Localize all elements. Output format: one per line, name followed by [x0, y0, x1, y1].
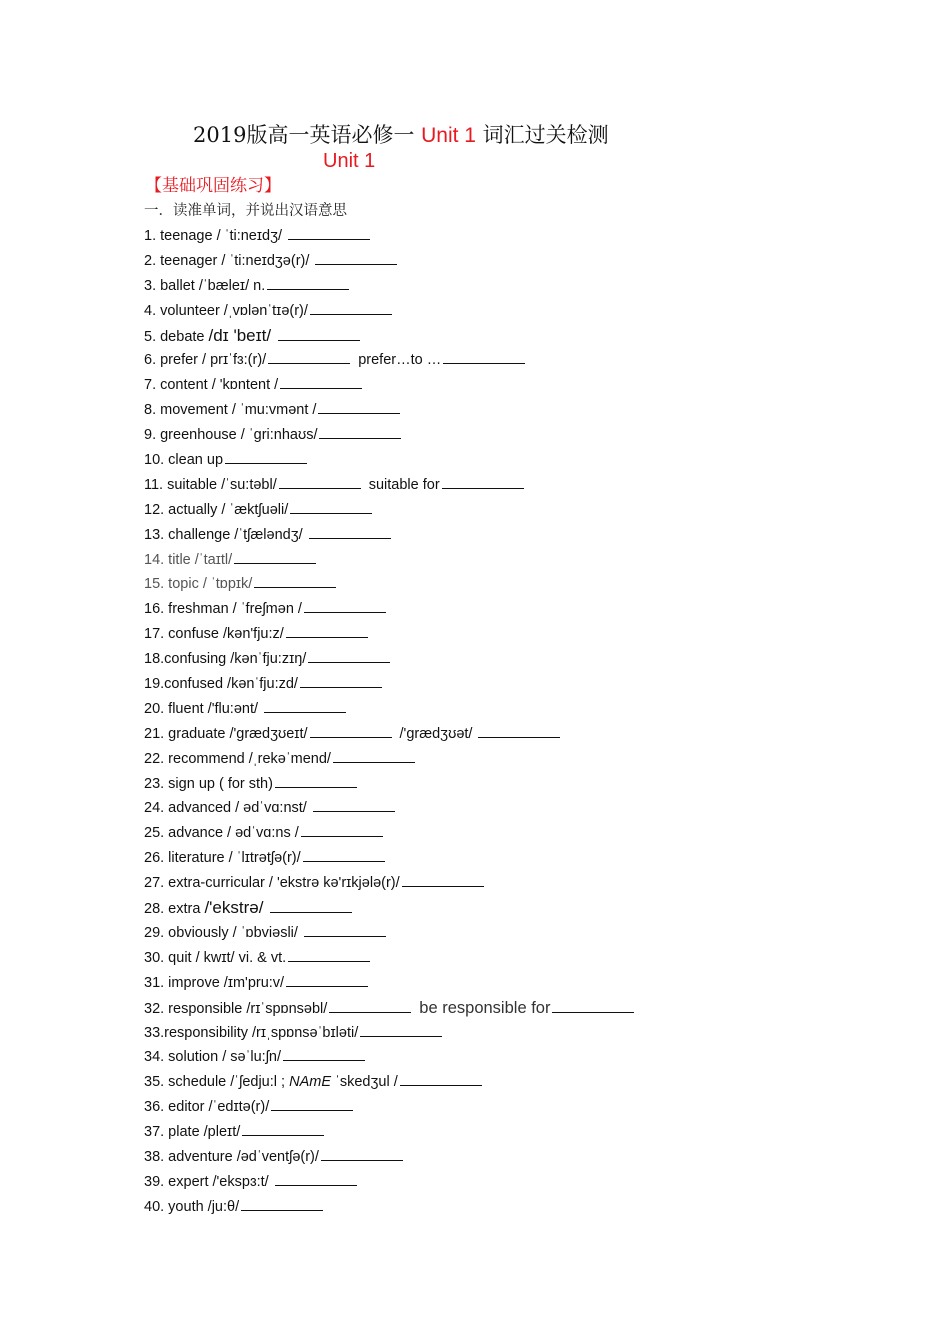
vocab-word: 14. title /ˈtaɪtl/ — [144, 551, 233, 568]
answer-blank[interactable] — [442, 476, 524, 489]
vocab-word: 2. teenager / ˈti:neɪdʒə(r)/ — [144, 252, 314, 269]
vocab-word: 15. topic / ˈtɒpɪk/ — [144, 576, 253, 593]
phonetic-large: /dɪ 'beɪt/ — [208, 325, 276, 345]
answer-blank[interactable] — [225, 451, 307, 464]
vocab-word: 37. plate /pleɪt/ — [144, 1124, 241, 1141]
answer-blank[interactable] — [308, 650, 390, 663]
vocab-word: 28. extra — [144, 901, 205, 918]
vocab-word: 35. schedule /ˈʃedju:l ; — [144, 1074, 290, 1091]
vocab-item — [144, 1195, 634, 1220]
vocab-word: 10. clean up — [144, 452, 224, 469]
answer-blank[interactable] — [402, 874, 484, 887]
vocab-item — [144, 373, 634, 398]
vocab-word: 32. responsible /rɪˈspɒnsəbl/ — [144, 1000, 328, 1017]
answer-blank[interactable] — [329, 1000, 411, 1013]
phonetic-label: NAmE — [289, 1074, 331, 1091]
answer-blank[interactable] — [280, 376, 362, 389]
answer-blank[interactable] — [319, 426, 401, 439]
answer-blank[interactable] — [552, 1000, 634, 1013]
vocab-phrase: prefer…to … — [358, 352, 442, 369]
vocab-item — [144, 1021, 634, 1046]
vocab-item — [144, 921, 634, 946]
answer-blank[interactable] — [310, 725, 392, 738]
vocab-item — [144, 946, 634, 971]
vocab-item — [144, 1145, 634, 1170]
vocab-phrase: /'grædʒʊət/ — [399, 725, 477, 742]
vocab-item — [144, 846, 634, 871]
vocab-item — [144, 896, 634, 921]
answer-blank[interactable] — [290, 501, 372, 514]
vocab-item — [144, 796, 634, 821]
vocab-word: 18.confusing /kənˈfju:zɪŋ/ — [144, 651, 307, 668]
answer-blank[interactable] — [304, 924, 386, 937]
vocab-item — [144, 572, 634, 597]
answer-blank[interactable] — [313, 799, 395, 812]
answer-blank[interactable] — [275, 775, 357, 788]
vocab-item — [144, 971, 634, 996]
vocab-word: 17. confuse /kən'fju:z/ — [144, 626, 284, 643]
vocab-item — [144, 448, 634, 473]
vocab-item — [144, 398, 634, 423]
vocab-item — [144, 249, 634, 274]
vocab-word: 1. teenage / ˈti:neɪdʒ/ — [144, 228, 287, 244]
vocab-item — [144, 299, 634, 324]
vocab-item — [144, 1045, 634, 1070]
answer-blank[interactable] — [310, 302, 392, 315]
vocab-word: 36. editor /ˈedɪtə(r)/ — [144, 1099, 270, 1116]
vocab-item — [144, 1095, 634, 1120]
vocab-word: 26. literature / ˈlɪtrətʃə(r)/ — [144, 850, 301, 867]
answer-blank[interactable] — [242, 1123, 324, 1136]
vocab-item — [144, 697, 634, 722]
answer-blank[interactable] — [333, 750, 415, 763]
vocab-item — [144, 622, 634, 647]
vocab-item — [144, 423, 634, 448]
vocab-word: 5. debate — [144, 328, 209, 345]
title-unit: Unit 1 — [421, 124, 476, 147]
vocab-word: 4. volunteer /ˌvɒlənˈtɪə(r)/ — [144, 302, 308, 319]
answer-blank[interactable] — [309, 526, 391, 539]
vocab-word: 9. greenhouse / ˈgri:nhaʊs/ — [144, 427, 318, 444]
vocab-word: 33.responsibility /rɪˌspɒnsəˈbɪləti/ — [144, 1024, 359, 1041]
answer-blank[interactable] — [303, 849, 385, 862]
vocab-word: 8. movement / ˈmu:vmənt / — [144, 402, 317, 419]
answer-blank[interactable] — [254, 575, 336, 588]
answer-blank[interactable] — [400, 1073, 482, 1086]
vocab-item — [144, 274, 634, 299]
vocab-word: 30. quit / kwɪt/ vi. & vt. — [144, 949, 287, 966]
vocab-word: 13. challenge /ˈtʃæləndʒ/ — [144, 526, 307, 543]
vocab-item — [144, 821, 634, 846]
vocab-item — [144, 1120, 634, 1145]
answer-blank[interactable] — [268, 351, 350, 364]
answer-blank[interactable] — [278, 328, 360, 341]
vocab-word: 12. actually / ˈæktʃuəli/ — [144, 501, 289, 518]
vocab-item — [144, 348, 634, 373]
answer-blank[interactable] — [321, 1148, 403, 1161]
vocab-word: 3. ballet /ˈbæleɪ/ n. — [144, 277, 266, 294]
answer-blank[interactable] — [301, 824, 383, 837]
vocab-word: 22. recommend /ˌrekəˈmend/ — [144, 750, 331, 767]
vocab-item — [144, 647, 634, 672]
page-subtitle: Unit 1 — [323, 150, 376, 172]
vocab-word: 39. expert /'ekspɜ:t/ — [144, 1173, 273, 1190]
answer-blank[interactable] — [275, 1173, 357, 1186]
answer-blank[interactable] — [270, 900, 352, 913]
vocab-word: 19.confused /kənˈfju:zd/ — [144, 676, 298, 693]
vocab-item — [144, 224, 634, 249]
answer-blank[interactable] — [234, 551, 316, 564]
vocab-word: 40. youth /ju:θ/ — [144, 1198, 240, 1215]
vocab-word: 34. solution / səˈlu:ʃn/ — [144, 1049, 282, 1066]
answer-blank[interactable] — [478, 725, 560, 738]
vocab-item — [144, 772, 634, 797]
vocab-item — [144, 747, 634, 772]
phonetic-alt: ˈskedʒul / — [331, 1074, 398, 1091]
page-title — [193, 121, 609, 150]
answer-blank[interactable] — [286, 625, 368, 638]
vocab-word: 16. freshman / ˈfreʃmən / — [144, 601, 302, 618]
vocab-word: 7. content / 'kɒntent / — [144, 377, 279, 394]
vocab-item — [144, 672, 634, 697]
answer-blank[interactable] — [360, 1024, 442, 1037]
vocab-phrase: be responsible for — [419, 998, 551, 1017]
vocab-word: 29. obviously / ˈɒbviəsli/ — [144, 924, 302, 941]
answer-blank[interactable] — [304, 600, 386, 613]
vocab-word: 20. fluent /'flu:ənt/ — [144, 700, 263, 717]
answer-blank[interactable] — [286, 974, 368, 987]
answer-blank[interactable] — [288, 949, 370, 962]
vocab-list — [144, 224, 634, 1220]
vocab-item — [144, 871, 634, 896]
vocab-item — [144, 498, 634, 523]
vocab-word: 27. extra-curricular / 'ekstrə kə'rɪkjələ(r)/ — [144, 875, 400, 892]
answer-blank[interactable] — [264, 700, 346, 713]
vocab-word: 24. advanced / ədˈvɑ:nst/ — [144, 800, 311, 817]
answer-blank[interactable] — [318, 401, 400, 414]
answer-blank[interactable] — [283, 1048, 365, 1061]
instruction-text: 一．读准单词，并说出汉语意思 — [144, 203, 347, 219]
answer-blank[interactable] — [279, 476, 361, 489]
phonetic-large: /'ekstrə/ — [204, 898, 269, 918]
vocab-item — [144, 548, 634, 573]
vocab-word: 21. graduate /'grædʒʊeɪt/ — [144, 725, 308, 742]
answer-blank[interactable] — [315, 252, 397, 265]
vocab-item — [144, 722, 634, 747]
answer-blank[interactable] — [267, 277, 349, 290]
answer-blank[interactable] — [241, 1198, 323, 1211]
vocab-item — [144, 996, 634, 1021]
vocab-item — [144, 1070, 634, 1095]
vocab-item — [144, 1170, 634, 1195]
answer-blank[interactable] — [443, 351, 525, 364]
answer-blank[interactable] — [288, 227, 370, 240]
vocab-item — [144, 523, 634, 548]
vocab-word: 25. advance / ədˈvɑ:ns / — [144, 825, 299, 842]
answer-blank[interactable] — [271, 1098, 353, 1111]
vocab-word: 23. sign up ( for sth) — [144, 775, 273, 792]
title-prefix: 2019版高一英语必修一 — [193, 123, 422, 147]
vocab-item — [144, 324, 634, 349]
vocab-word: 31. improve /ɪm'pru:v/ — [144, 974, 285, 991]
vocab-item — [144, 473, 634, 498]
vocab-item — [144, 597, 634, 622]
answer-blank[interactable] — [300, 675, 382, 688]
title-suffix: 词汇过关检测 — [475, 123, 609, 147]
vocab-word: 6. prefer / prɪˈfɜ:(r)/ — [144, 352, 267, 369]
vocab-phrase: suitable for — [368, 476, 440, 493]
section-heading: 【基础巩固练习】 — [145, 176, 281, 196]
vocab-word: 38. adventure /ədˈventʃə(r)/ — [144, 1148, 319, 1165]
vocab-word: 11. suitable /ˈsu:təbl/ — [144, 476, 277, 493]
